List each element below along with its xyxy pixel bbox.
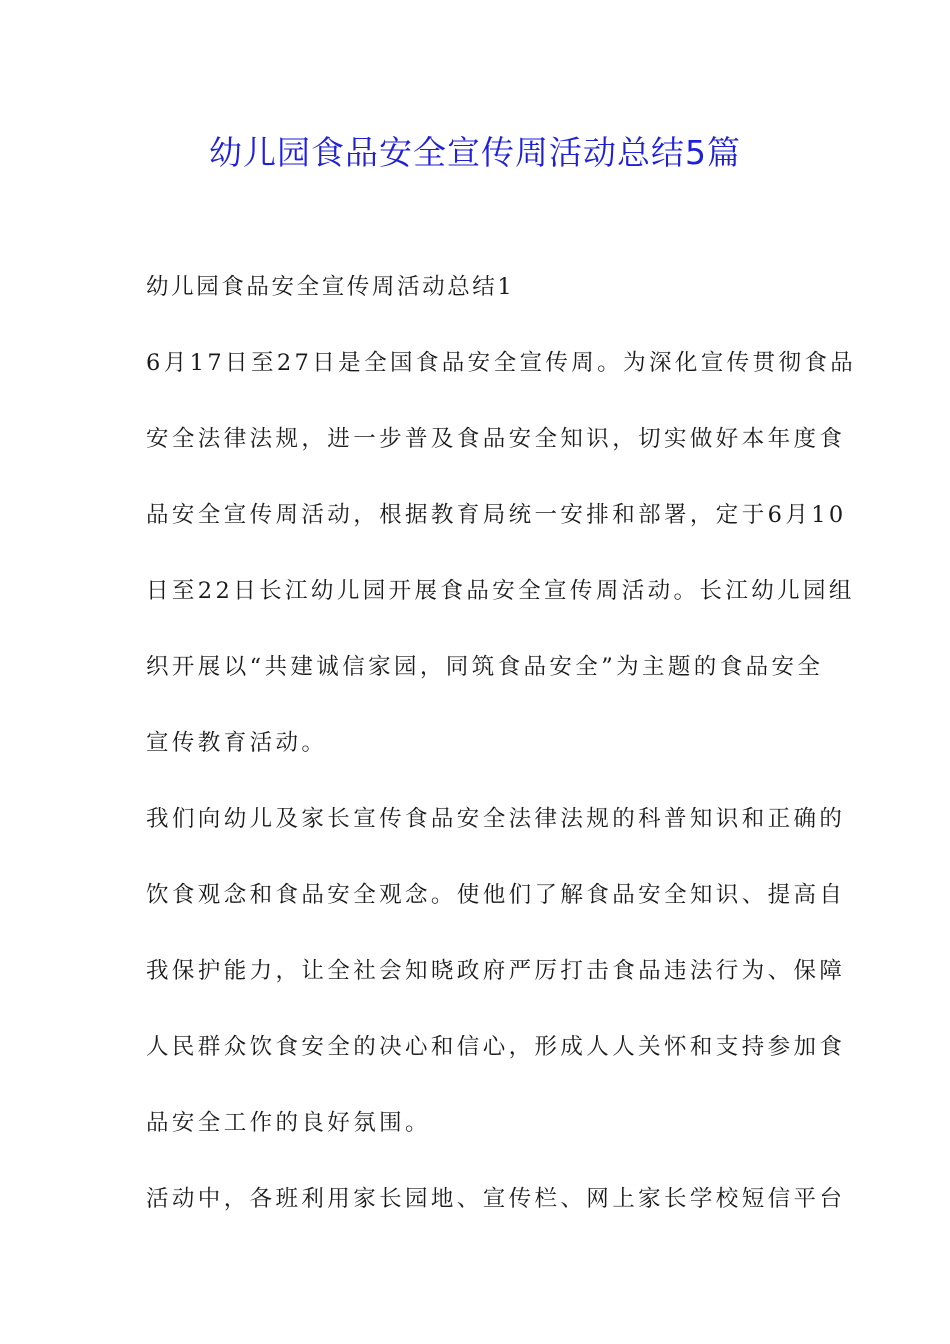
document-title: 幼儿园食品安全宣传周活动总结5篇 [209,133,741,172]
paragraph-line: 安全法律法规，进一步普及食品安全知识，切实做好本年度食 [146,426,846,452]
paragraph-line: 我保护能力，让全社会知晓政府严厉打击食品违法行为、保障 [146,958,846,984]
paragraph-line: 活动中，各班利用家长园地、宣传栏、网上家长学校短信平台 [146,1186,846,1212]
paragraph-line: 品安全宣传周活动，根据教育局统一安排和部署，定于6月10 [146,502,847,528]
paragraph-line: 饮食观念和食品安全观念。使他们了解食品安全知识、提高自 [146,882,846,908]
paragraph-line: 6月17日至27日是全国食品安全宣传周。为深化宣传贯彻食品 [146,350,857,376]
paragraph-line: 品安全工作的良好氛围。 [146,1110,431,1136]
document-body [146,262,857,1250]
paragraph-line: 宣传教育活动。 [146,730,328,756]
paragraph-line: 日至22日长江幼儿园开展食品安全宣传周活动。长江幼儿园组 [146,578,855,604]
paragraph-line: 织开展以“共建诚信家园，同筑食品安全”为主题的食品安全 [146,654,824,680]
paragraph-line: 人民群众饮食安全的决心和信心，形成人人关怀和支持参加食 [146,1034,846,1060]
paragraph-line: 我们向幼儿及家长宣传食品安全法律法规的科普知识和正确的 [146,806,846,832]
section-heading: 幼儿园食品安全宣传周活动总结1 [146,274,515,300]
